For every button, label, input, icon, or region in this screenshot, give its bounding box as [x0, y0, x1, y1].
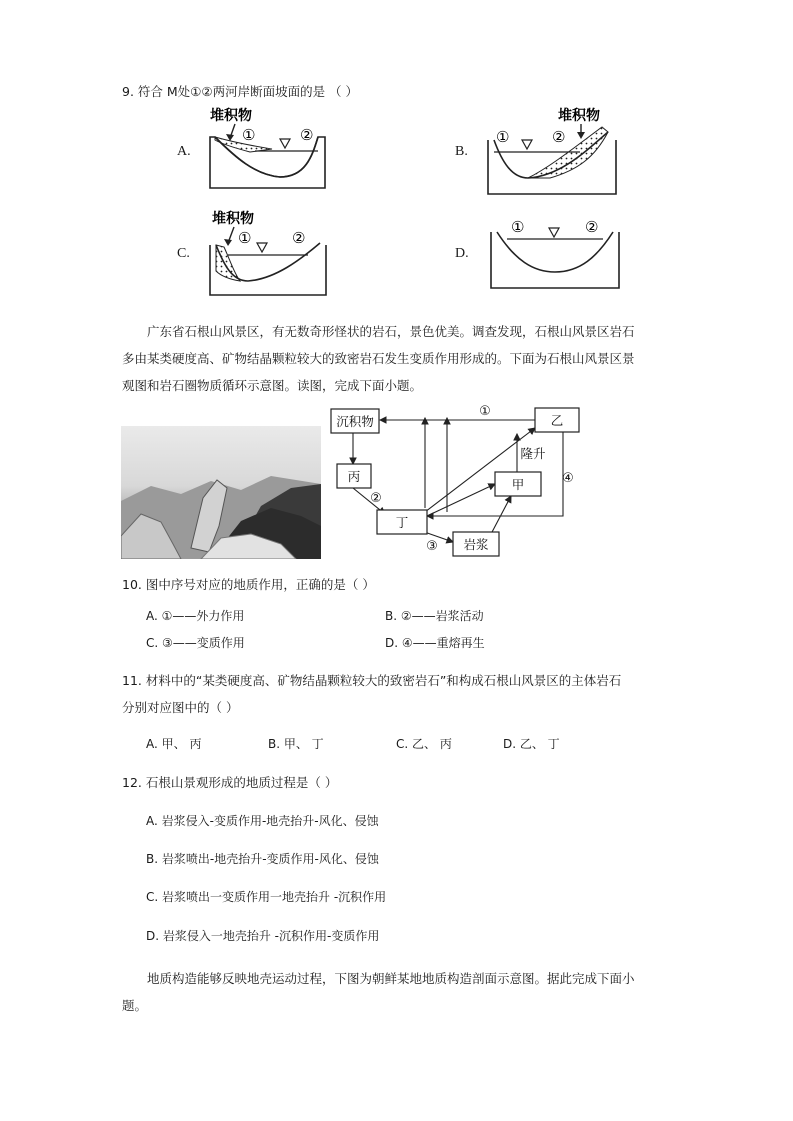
- passage2-line: 题。: [122, 998, 148, 1013]
- q9-c-marker-1: ①: [238, 229, 252, 247]
- q12-option-d[interactable]: D. 岩浆侵入一地壳抬升 -沉积作用-变质作用: [146, 929, 380, 943]
- label-process-3: ③: [426, 539, 438, 554]
- passage1-line: 观图和岩石圈物质循环示意图。读图，完成下面小题。: [122, 378, 423, 393]
- q11-stem-line1: 11. 材料中的“某类硬度高、矿物结晶颗粒较大的致密岩石”和构成石根山风景区的主体岩石: [122, 673, 622, 688]
- q9-option-d-diagram: [485, 212, 625, 292]
- passage1-line: 多由某类硬度高、矿物结晶颗粒较大的致密岩石发生变质作用形成的。下面为石根山风景区景: [122, 351, 635, 366]
- q9-a-marker-2: ②: [300, 126, 314, 144]
- q12-stem: 12. 石根山景观形成的地质过程是（ ）: [122, 775, 338, 790]
- q9-stem: 9. 符合 M处①②两河岸断面坡面的是 （ ）: [122, 84, 359, 99]
- q9-c-marker-2: ②: [292, 229, 306, 247]
- q9-d-marker-2: ②: [585, 218, 599, 236]
- q9-option-b-label: B.: [455, 144, 468, 159]
- node-bing: 丙: [347, 469, 361, 484]
- q10-stem: 10. 图中序号对应的地质作用，正确的是（ ）: [122, 577, 375, 592]
- node-magma: 岩浆: [463, 537, 489, 552]
- rock-cycle-diagram: [323, 398, 623, 563]
- q11-option-a[interactable]: A. 甲、 丙: [146, 737, 202, 751]
- passage-korea-structure: [122, 965, 672, 1019]
- q10-option-c[interactable]: C. ③——变质作用: [146, 636, 245, 650]
- q9-a-marker-1: ①: [242, 126, 256, 144]
- q9-a-deposit-label: 堆积物: [210, 108, 252, 124]
- q12-option-c[interactable]: C. 岩浆喷出一变质作用一地壳抬升 -沉积作用: [146, 890, 387, 904]
- q9-option-c-label: C.: [177, 246, 190, 261]
- q9-option-b-diagram: [480, 102, 625, 197]
- q9-b-water-mark-icon: [522, 140, 532, 149]
- q12-option-a[interactable]: A. 岩浆侵入-变质作用-地壳抬升-风化、侵蚀: [146, 814, 379, 828]
- q9-d-water-mark-icon: [549, 228, 559, 237]
- q9-a-water-mark-icon: [280, 139, 290, 148]
- landscape-photo: [121, 426, 321, 559]
- q9-b-marker-1: ①: [496, 128, 510, 146]
- q9-option-a-label: A.: [177, 144, 191, 159]
- label-process-2: ②: [370, 491, 382, 506]
- q10-option-a[interactable]: A. ①——外力作用: [146, 609, 245, 623]
- q9-c-deposit-area: [216, 245, 240, 281]
- node-jia: 甲: [511, 477, 525, 492]
- node-ding: 丁: [395, 515, 409, 530]
- passage1-line: 广东省石根山风景区，有无数奇形怪状的岩石，景色优美。调查发现，石根山风景区岩石: [147, 324, 635, 339]
- node-yi: 乙: [550, 413, 564, 428]
- passage2-line: 地质构造能够反映地壳运动过程，下图为朝鲜某地地质构造剖面示意图。据此完成下面小: [147, 971, 635, 986]
- q12-option-b[interactable]: B. 岩浆喷出-地壳抬升-变质作用-风化、侵蚀: [146, 852, 379, 866]
- q9-d-marker-1: ①: [511, 218, 525, 236]
- q9-c-water-mark-icon: [257, 243, 267, 252]
- label-uplift: 隆升: [520, 446, 546, 461]
- q9-option-a-diagram: [200, 102, 330, 192]
- q9-option-c-diagram: [200, 205, 335, 300]
- passage-shigenshan: [122, 318, 672, 399]
- q10-option-d[interactable]: D. ④——重熔再生: [385, 636, 485, 650]
- node-sediment: 沉积物: [336, 414, 374, 429]
- q11-stem-line2: 分别对应图中的（ ）: [122, 700, 239, 715]
- q11-option-b[interactable]: B. 甲、 丁: [268, 737, 324, 751]
- q9-b-deposit-label: 堆积物: [558, 108, 600, 124]
- label-process-4: ④: [562, 471, 574, 486]
- q9-c-deposit-label: 堆积物: [212, 211, 254, 227]
- q10-option-b[interactable]: B. ②——岩浆活动: [385, 609, 484, 623]
- q9-option-d-label: D.: [455, 246, 469, 261]
- label-process-1: ①: [479, 404, 491, 419]
- q11-option-d[interactable]: D. 乙、 丁: [503, 737, 560, 751]
- q11-option-c[interactable]: C. 乙、 丙: [396, 737, 452, 751]
- q9-d-channel: [491, 232, 619, 288]
- q9-b-marker-2: ②: [552, 128, 566, 146]
